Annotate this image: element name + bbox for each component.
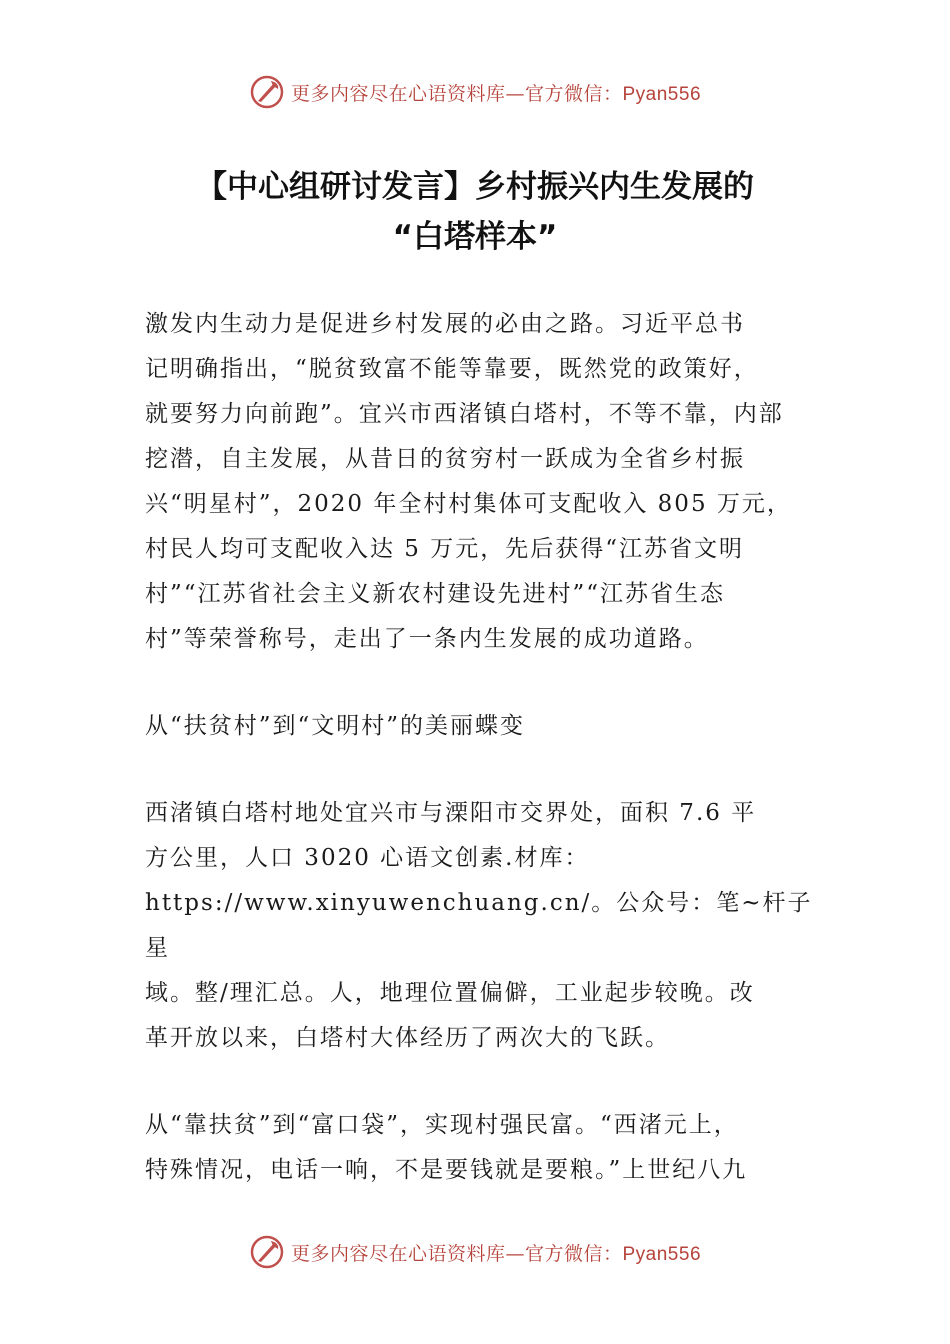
- paragraph-history: 从“靠扶贫”到“富口袋”，实现村强民富。“西渚元上， 特殊情况，电话一响，不是要钱就是要粮。”上世纪八九: [145, 1112, 748, 1183]
- paragraph-intro: 激发内生动力是促进乡村发展的必由之路。习近平总书 记明确指出，“脱贫致富不能等靠要，既然党的政策好， 就要努力向前跑”。宜兴市西渚镇白塔村，不等不靠，内部 挖潜，自主发展，从昔日的贫穷村一跃成为全省乡村振 兴“明星村”，2020 年全村村集体可支配收入 805 万元， 村民人均可支配收入达 5 万元，先后获得“江苏省文明 村”“江苏省社会主义新农村建设先进村”“江苏省生态 村”等荣誉称号，走出了一条内生发展的成功道路。: [145, 311, 792, 652]
- title-line-1: 【中心组研讨发言】乡村振兴内生发展的: [196, 169, 754, 205]
- header-banner: [0, 72, 950, 112]
- quill-pen-icon: [249, 74, 285, 110]
- header-banner-main: 更多内容尽在心语资料库: [290, 82, 506, 105]
- section-heading: 从“扶贫村”到“文明村”的美丽蝶变: [145, 713, 526, 739]
- paragraph-location: 西渚镇白塔村地处宜兴市与溧阳市交界处，面积 7.6 平 方公里，人口 3020 心语文创素.材库： https://www.xinyuwenchuang.cn/。公众号：笔~杆子星 域。整/理汇总。人，地理位置偏僻，工业起步较晚。改 革开放以来，白塔村大体经历了两次大的飞跃。: [145, 800, 813, 1051]
- footer-banner-text: [291, 1239, 701, 1266]
- footer-banner: [0, 1232, 950, 1272]
- header-banner-text: [291, 79, 701, 106]
- quill-pen-icon: [249, 1234, 285, 1270]
- footer-banner-main: 更多内容尽在心语资料库: [290, 1242, 506, 1265]
- document-body: [145, 302, 815, 1235]
- header-wechat-id: Pyan556: [622, 83, 702, 105]
- title-line-2: “白塔样本”: [392, 219, 558, 255]
- header-banner-sep: —官方微信：: [505, 82, 623, 105]
- document-title: [0, 162, 950, 262]
- footer-wechat-id: Pyan556: [622, 1243, 702, 1265]
- footer-banner-sep: —官方微信：: [505, 1242, 623, 1265]
